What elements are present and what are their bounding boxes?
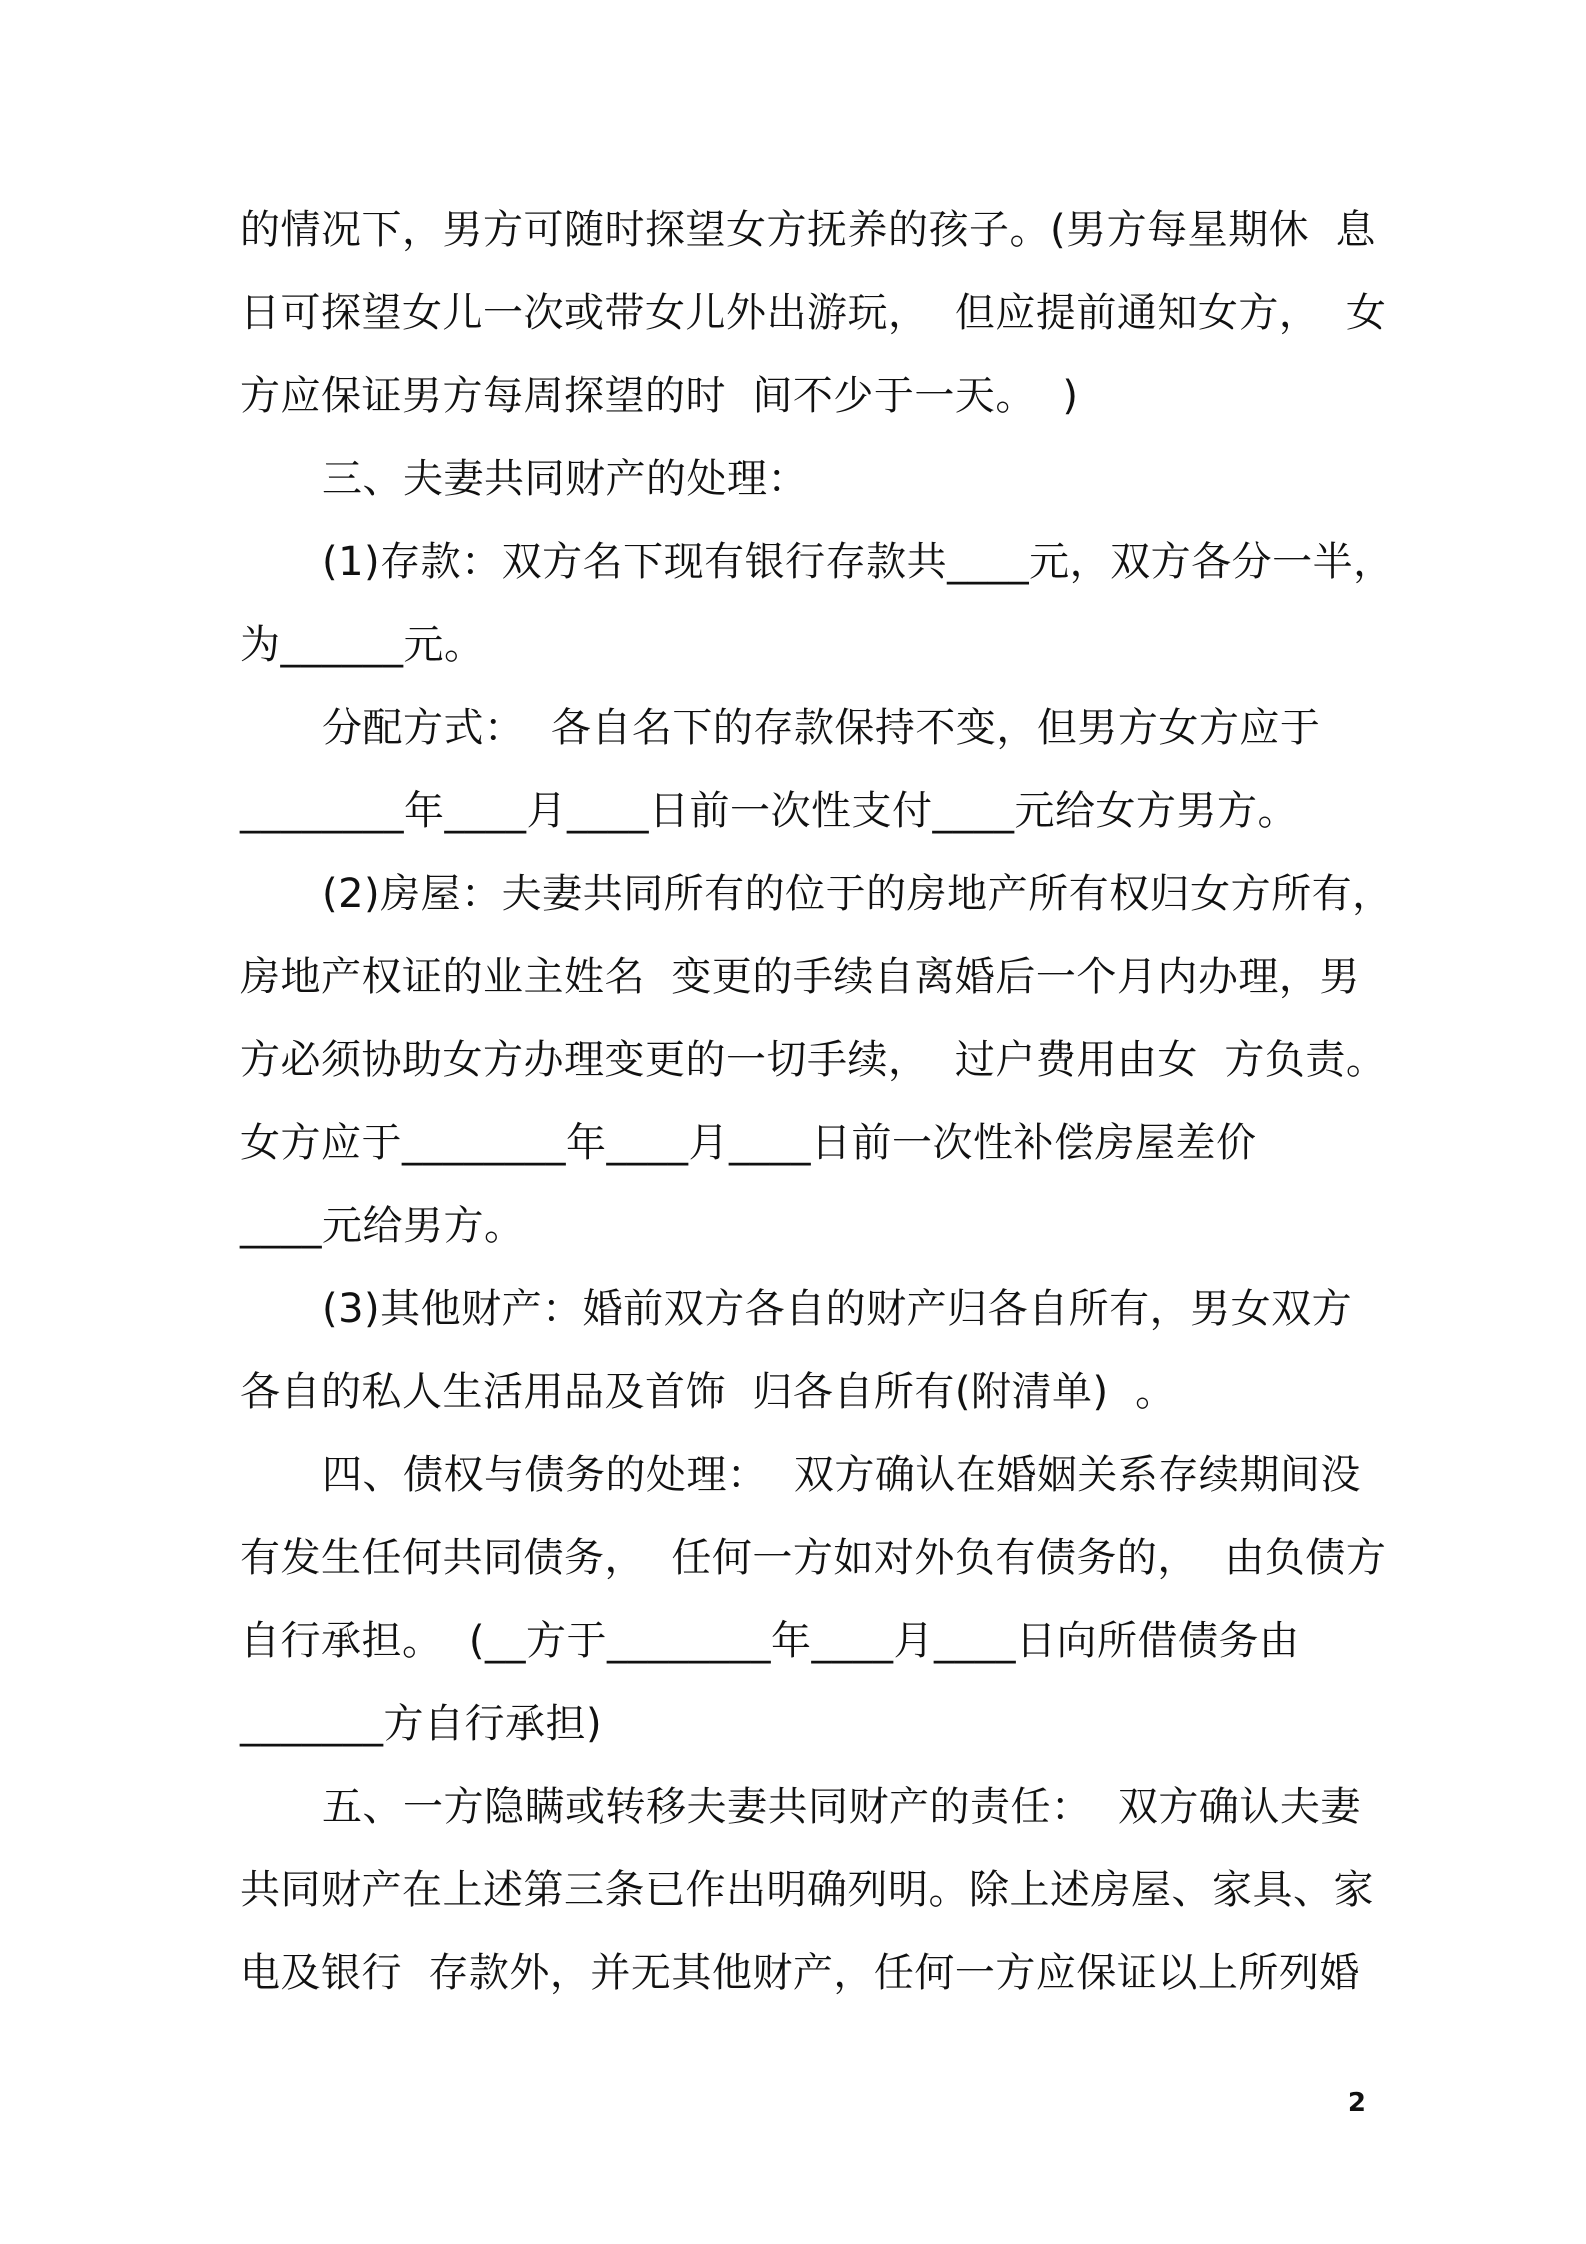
paragraph-line: 有发生任何共同债务， 任何一方如对外负有债务的， 由负债方 [240,1535,1387,1581]
paragraph-line: 自行承担。 (__方于________年____月____日向所借债务由 [240,1618,1300,1664]
paragraph-line: ________年____月____日前一次性支付____元给女方男方。 [240,788,1298,834]
paragraph-line: 各自的私人生活用品及首饰 归各自所有(附清单) 。 [240,1369,1176,1415]
paragraph-line: 日可探望女儿一次或带女儿外出游玩， 但应提前通知女方， 女 [240,290,1387,336]
paragraph-line: 方应保证男方每周探望的时 间不少于一天。 ) [240,373,1079,419]
paragraph-line: 女方应于________年____月____日前一次性补偿房屋差价 [240,1120,1257,1166]
paragraph-line: 分配方式： 各自名下的存款保持不变，但男方女方应于 [322,705,1321,751]
paragraph-line: 为______元。 [240,622,485,668]
section-heading: 四、债权与债务的处理： 双方确认在婚姻关系存续期间没 [322,1452,1361,1498]
paragraph-line: (1)存款：双方名下现有银行存款共____元，双方各分一半， [322,539,1394,585]
paragraph-line: (3)其他财产：婚前双方各自的财产归各自所有，男女双方 [322,1286,1353,1332]
section-heading: 三、夫妻共同财产的处理： [322,456,808,502]
paragraph-line: ____元给男方。 [240,1203,525,1249]
paragraph-line: 房地产权证的业主姓名 变更的手续自离婚后一个月内办理，男 [240,954,1360,1000]
section-heading: 五、一方隐瞒或转移夫妻共同财产的责任： 双方确认夫妻 [322,1784,1361,1830]
paragraph-line: 方必须协助女方办理变更的一切手续， 过户费用由女 方负责。 [240,1037,1387,1083]
paragraph-line: 共同财产在上述第三条已作出明确列明。除上述房屋、家具、家 [240,1867,1374,1913]
paragraph-line: 电及银行 存款外，并无其他财产，任何一方应保证以上所列婚 [240,1950,1360,1996]
page-number: 2 [1347,2088,1366,2118]
paragraph-line: (2)房屋：夫妻共同所有的位于的房地产所有权归女方所有， [322,871,1393,917]
paragraph-line: 的情况下，男方可随时探望女方抚养的孩子。(男方每星期休 息 [240,207,1377,253]
paragraph-line: _______方自行承担) [240,1701,603,1747]
